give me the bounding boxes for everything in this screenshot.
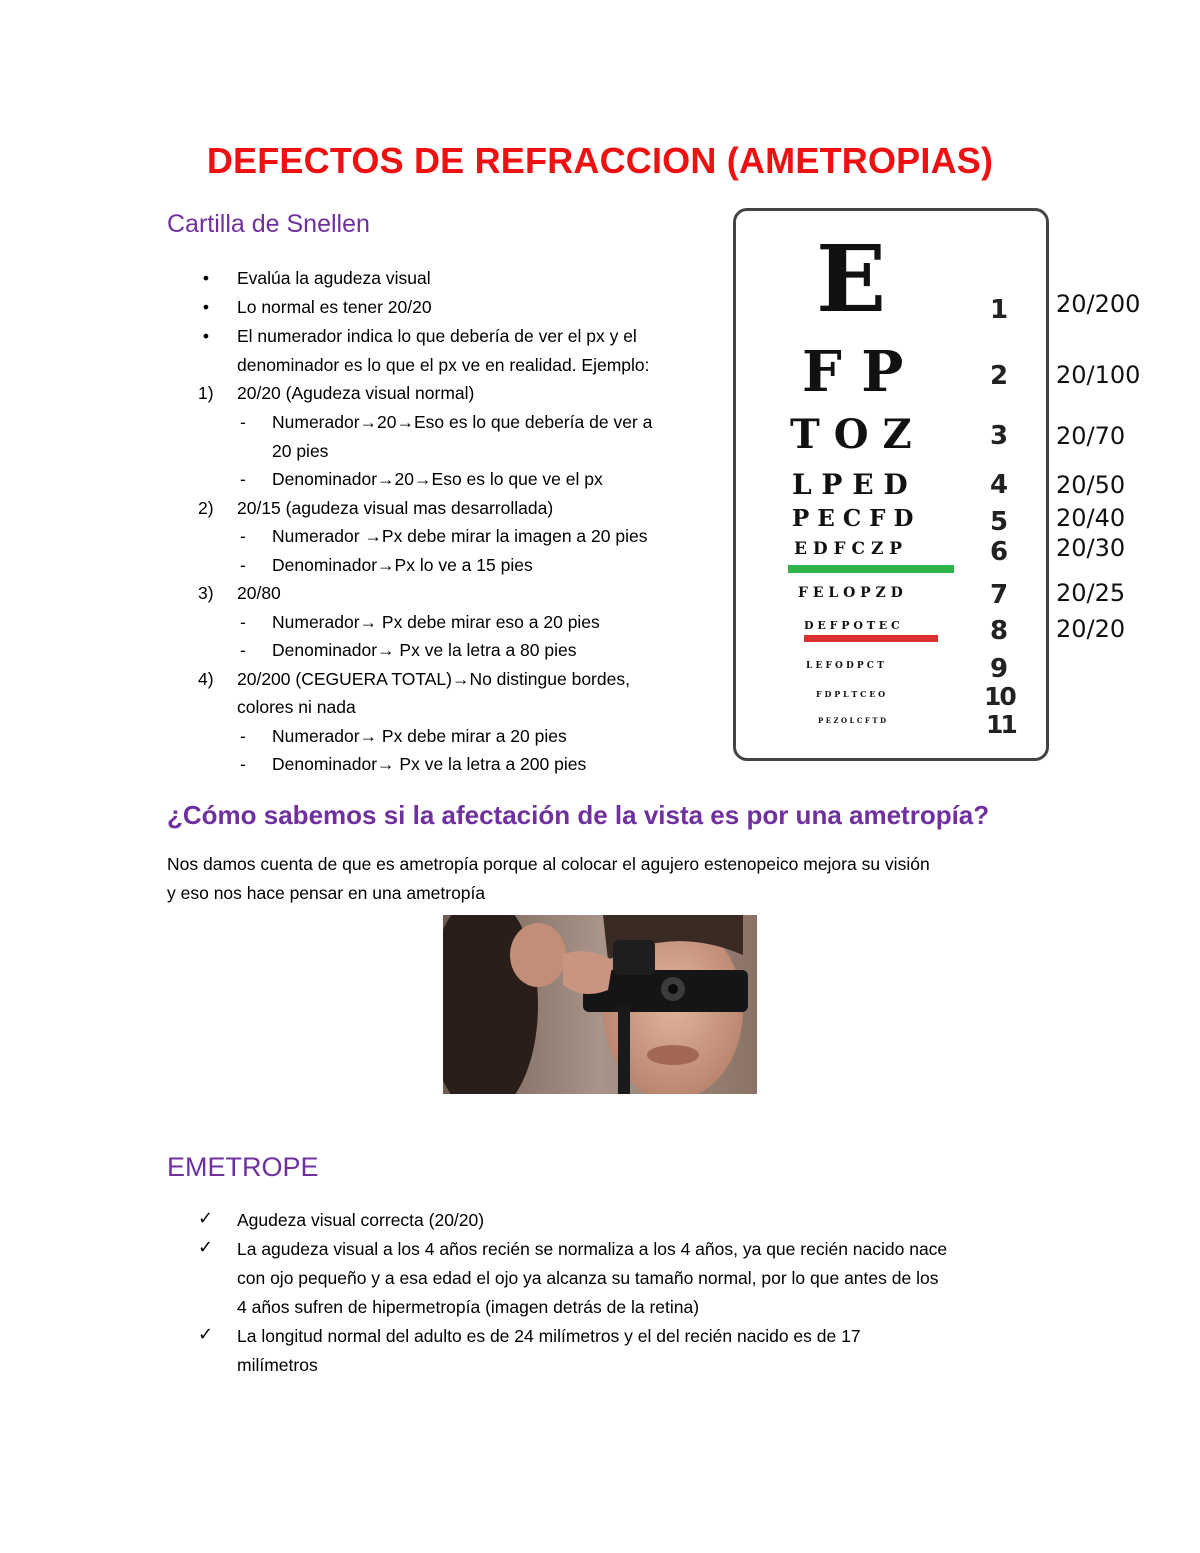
acuity-label: 20/50: [1056, 471, 1126, 499]
dash-marker: -: [240, 526, 246, 546]
bullet-icon: •: [202, 326, 210, 346]
checkmark-icon: ✓: [198, 1324, 214, 1344]
chart-row-letters: L E F O D P C T: [806, 661, 884, 671]
paragraph: Nos damos cuenta de que es ametropía porque al colocar el agujero estenopeico mejora su visión y eso nos hace pensar en una ametropía: [167, 854, 930, 903]
acuity-label: 20/25: [1056, 579, 1126, 607]
snellen-chart-image: [733, 208, 1049, 761]
chart-row-letters: L P E D: [792, 468, 908, 501]
dash-marker: -: [240, 726, 246, 746]
chart-row-letters: D E F P O T E C: [804, 619, 900, 632]
list-item: La agudeza visual a los 4 años recién se normaliza a los 4 años, ya que recién nacido nace con ojo pequeño y a esa edad el ojo ya alcanza su tamaño normal, por lo que antes de los 4 años sufren de hipermetropía (imagen detrás de la retina): [237, 1239, 948, 1317]
dash-marker: -: [240, 612, 246, 632]
section-heading-emetrope: EMETROPE: [167, 1152, 319, 1182]
chart-row-number: 1: [990, 295, 1009, 325]
acuity-label: 20/70: [1056, 422, 1126, 450]
acuity-label: 20/30: [1056, 534, 1126, 562]
chart-row-letters: P E Z O L C F T D: [818, 716, 887, 725]
dash-marker: -: [240, 555, 246, 575]
chart-row-number: 10: [984, 682, 1015, 711]
chart-row-number: 5: [990, 507, 1009, 537]
list-item: La longitud normal del adulto es de 24 milímetros y el del recién nacido es de 17 milímetros: [237, 1326, 861, 1375]
bullet-icon: •: [202, 297, 210, 317]
chart-row-number: 6: [990, 537, 1009, 567]
chart-row-letters: F D P L T C E O: [816, 689, 886, 699]
chart-row-number: 2: [990, 361, 1009, 391]
chart-row-letters: E D F C Z P: [794, 539, 903, 559]
chart-row-number: 3: [990, 421, 1009, 451]
chart-row-number: 11: [986, 710, 1015, 739]
green-line: [788, 565, 954, 573]
section-heading-snellen: Cartilla de Snellen: [167, 210, 370, 238]
red-line: [804, 635, 938, 642]
checkmark-icon: ✓: [198, 1208, 214, 1228]
pinhole-test-photo: [443, 915, 757, 1094]
chart-row-letters: F P: [802, 339, 904, 405]
chart-row-number: 8: [990, 616, 1009, 646]
checkmark-icon: ✓: [198, 1237, 214, 1257]
dash-marker: -: [240, 754, 246, 774]
acuity-label: 20/20: [1056, 615, 1126, 643]
page-title: DEFECTOS DE REFRACCION (AMETROPIAS): [206, 140, 994, 181]
chart-row-letters: P E C F D: [792, 505, 914, 532]
dash-marker: -: [240, 412, 246, 432]
chart-row-number: 4: [990, 470, 1009, 500]
acuity-label: 20/200: [1056, 290, 1141, 318]
dash-marker: -: [240, 469, 246, 489]
bullet-icon: •: [202, 268, 210, 288]
acuity-label: 20/100: [1056, 361, 1141, 389]
list-item: Agudeza visual correcta (20/20): [237, 1210, 485, 1230]
section-heading-question: ¿Cómo sabemos si la afectación de la vista es por una ametropía?: [167, 800, 990, 830]
chart-row-letters: F E L O P Z D: [798, 585, 903, 601]
photo-illustration: [443, 915, 757, 1094]
chart-row-letters: T O Z: [790, 411, 912, 458]
acuity-label: 20/40: [1056, 504, 1126, 532]
chart-row-number: 9: [990, 654, 1009, 684]
chart-row-letters: E: [816, 225, 887, 333]
dash-marker: -: [240, 640, 246, 660]
chart-row-number: 7: [990, 580, 1009, 610]
